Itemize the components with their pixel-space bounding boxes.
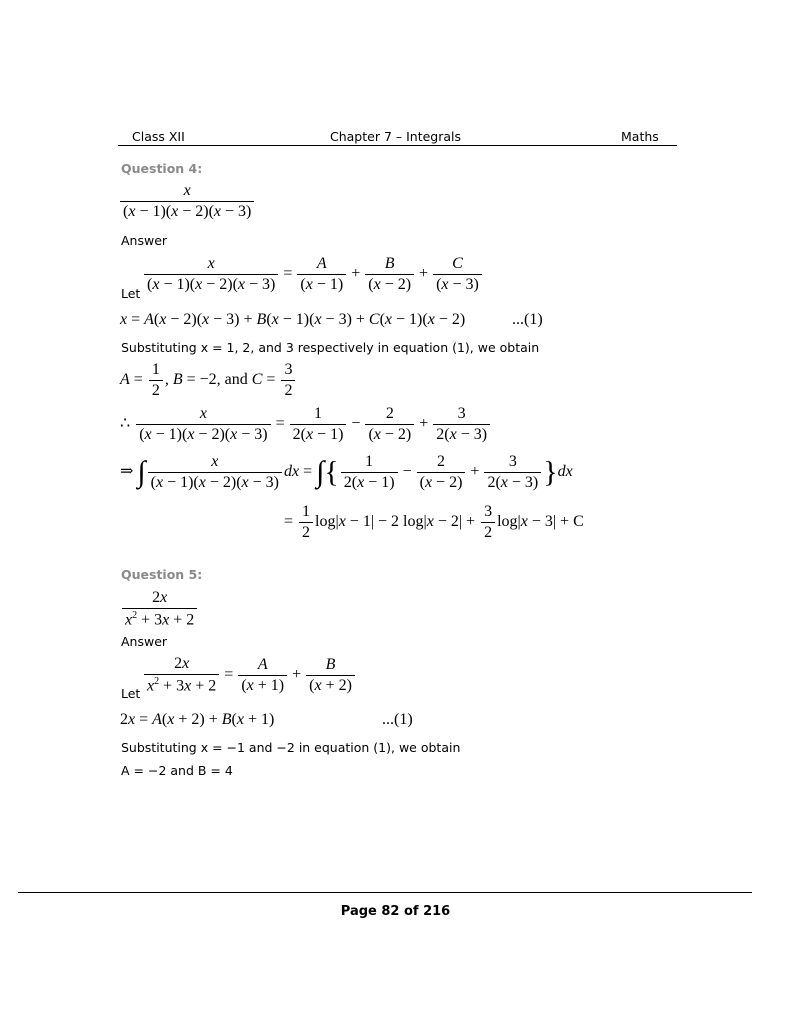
question-5-result-text: A = −2 and B = 4 [121, 763, 233, 778]
question-5-answer-label: Answer [121, 634, 168, 649]
question-4-answer-label: Answer [121, 233, 168, 248]
question-4-let-label: Let [121, 286, 141, 301]
question-5-partial-fraction-setup: $\frac{2x}{x^2 + 3x + 2}$ = $\frac{A}{(x + 1)}$ + $\frac{B}{(x + 2)}$ [142, 656, 357, 694]
question-4-title: Question 4: [121, 161, 203, 176]
question-5-title: Question 5: [121, 567, 203, 582]
question-4-result: = $\frac{1}{2}$ log|x − 1| − 2 log|x − 2| + $\frac{3}{2}$ log|x − 3| + C [284, 503, 584, 541]
header-chapter: Chapter 7 – Integrals [330, 129, 462, 144]
page-number: Page 82 of 216 [340, 904, 451, 919]
question-5-expression: $\frac{2x}{x^2 + 3x + 2}$ [120, 590, 199, 628]
question-4-integral: ⇒ ∫ $\frac{x}{(x - 1)(x - 2)(x - 3)}$ dx = ∫{ $\frac{1}{2(x - 1)}$ − $\frac{2}{(x - 2)}$ + $\frac{3}{2(x - 3)}$ }dx [120, 453, 573, 491]
footer-rule [18, 892, 752, 893]
question-4-expression: $\frac{x}{(x - 1)(x - 2)(x - 3)}$ [118, 183, 256, 220]
header-rule [118, 145, 677, 146]
question-5-equation-1: 2x = A(x + 2) + B(x + 1) [120, 711, 275, 728]
question-4-equation-ref: ...(1) [512, 311, 543, 328]
question-5-equation-ref: ...(1) [382, 711, 413, 728]
question-4-substitution-text: Substituting x = 1, 2, and 3 respectively in equation (1), we obtain [121, 340, 540, 355]
question-4-equation-1: x = A(x − 2)(x − 3) + B(x − 1)(x − 3) + C(x − 1)(x − 2) [120, 311, 466, 328]
question-5-substitution-text: Substituting x = −1 and −2 in equation (1), we obtain [121, 740, 461, 755]
header-class: Class XII [132, 129, 185, 144]
question-4-partial-fraction-setup: $\frac{x}{(x - 1)(x - 2)(x - 3)}$ = $\frac{A}{(x - 1)}$ + $\frac{B}{(x - 2)}$ + $\frac{C}{(x - 3)}$ [142, 256, 484, 293]
header-subject: Maths [621, 129, 659, 144]
question-5-let-label: Let [121, 686, 141, 701]
question-4-coefficients: A = $\frac{1}{2}$ , B = −2, and C = $\frac{3}{2}$ [120, 362, 297, 399]
question-4-decomposition: ∴ $\frac{x}{(x - 1)(x - 2)(x - 3)}$ = $\frac{1}{2(x - 1)}$ − $\frac{2}{(x - 2)}$ + $\frac{3}{2(x - 3)}$ [120, 406, 492, 443]
